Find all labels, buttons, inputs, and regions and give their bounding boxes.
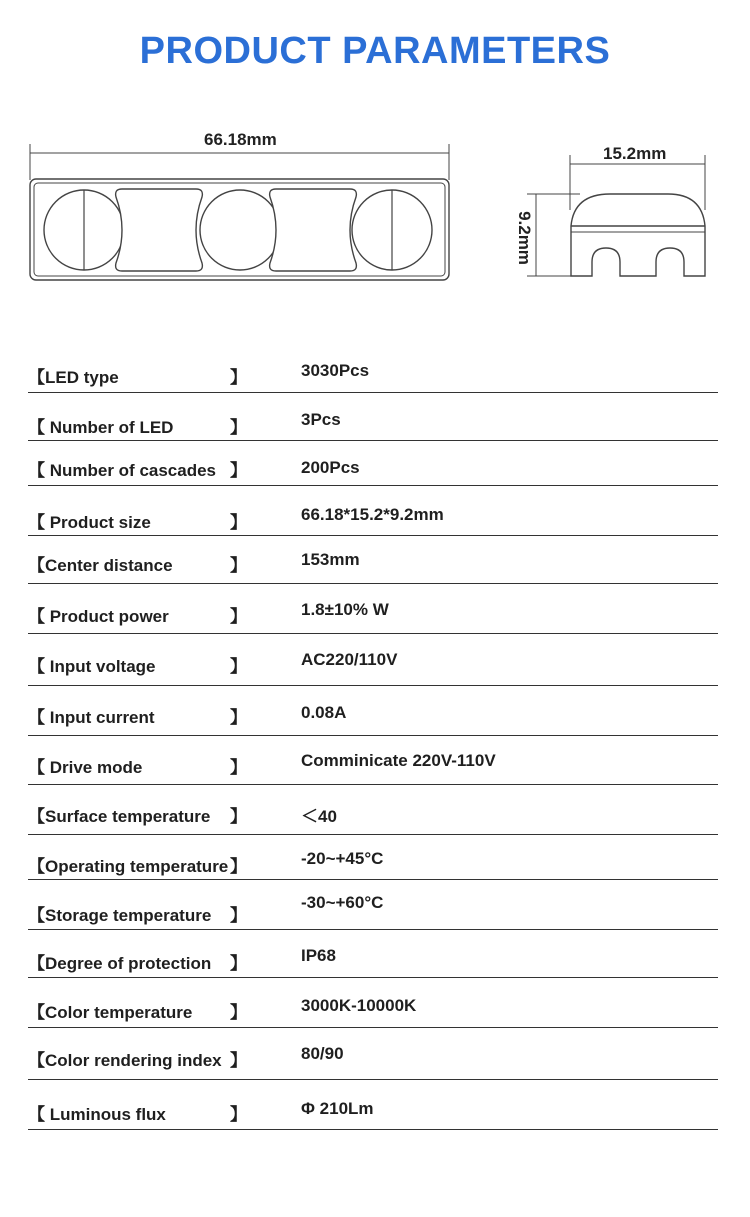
- param-label: 【 Number of LED: [28, 418, 174, 437]
- row-divider: [28, 929, 718, 930]
- param-bracket: 】: [230, 556, 247, 575]
- param-value: 66.18*15.2*9.2mm: [301, 505, 444, 524]
- length-dimension-label: 66.18mm: [204, 130, 277, 149]
- row-divider: [28, 440, 718, 441]
- connector-right: [270, 189, 357, 271]
- param-bracket: 】: [230, 1003, 247, 1022]
- param-bracket: 】: [230, 461, 247, 480]
- param-value: ＜40: [301, 807, 337, 826]
- param-value: Φ 210Lm: [301, 1099, 374, 1118]
- param-bracket: 】: [230, 857, 247, 876]
- lens-center: [200, 190, 280, 270]
- row-divider: [28, 485, 718, 486]
- param-value: -30~+60°C: [301, 893, 384, 912]
- param-bracket: 】: [230, 758, 247, 777]
- param-label: 【 Input current: [28, 708, 155, 727]
- row-divider: [28, 392, 718, 393]
- param-bracket: 】: [230, 657, 247, 676]
- row-divider: [28, 977, 718, 978]
- row-divider: [28, 735, 718, 736]
- row-divider: [28, 535, 718, 536]
- param-label: 【Color temperature: [28, 1003, 193, 1022]
- param-label: 【LED type: [28, 368, 119, 387]
- param-value: 3Pcs: [301, 410, 341, 429]
- row-divider: [28, 685, 718, 686]
- param-value: 1.8±10% W: [301, 600, 389, 619]
- param-value: IP68: [301, 946, 336, 965]
- param-label: 【 Product size: [28, 513, 151, 532]
- param-bracket: 】: [230, 1051, 247, 1070]
- param-label: 【 Input voltage: [28, 657, 156, 676]
- param-value: 0.08A: [301, 703, 347, 722]
- page-title: PRODUCT PARAMETERS: [139, 30, 611, 72]
- param-label: 【Storage temperature: [28, 906, 212, 925]
- param-label: 【Degree of protection: [28, 954, 212, 973]
- module-side-view: [571, 194, 705, 276]
- row-divider: [28, 784, 718, 785]
- param-label: 【Color rendering index: [28, 1051, 222, 1070]
- param-bracket: 】: [230, 954, 247, 973]
- row-divider: [28, 583, 718, 584]
- param-bracket: 】: [230, 513, 247, 532]
- param-label: 【Surface temperature: [28, 807, 211, 826]
- connector-left: [116, 189, 203, 271]
- param-value: 200Pcs: [301, 458, 360, 477]
- param-label: 【 Product power: [28, 607, 169, 626]
- row-divider: [28, 834, 718, 835]
- row-divider: [28, 879, 718, 880]
- product-dimension-diagram: [0, 0, 750, 320]
- param-bracket: 】: [230, 807, 247, 826]
- width-dimension-label: 15.2mm: [603, 144, 667, 163]
- module-top-view: [30, 179, 449, 280]
- param-value: -20~+45°C: [301, 849, 384, 868]
- row-divider: [28, 633, 718, 634]
- param-label: 【 Drive mode: [28, 758, 143, 777]
- param-value: 153mm: [301, 550, 360, 569]
- param-value: 3030Pcs: [301, 361, 370, 380]
- param-value: Comminicate 220V-110V: [301, 751, 496, 770]
- param-bracket: 】: [230, 708, 247, 727]
- param-value: AC220/110V: [301, 650, 398, 669]
- param-label: 【Operating temperature: [28, 857, 229, 876]
- param-bracket: 】: [230, 368, 247, 387]
- param-bracket: 】: [230, 1105, 247, 1124]
- row-divider: [28, 1027, 718, 1028]
- param-label: 【Center distance: [28, 556, 173, 575]
- param-bracket: 】: [230, 418, 247, 437]
- row-divider: [28, 1129, 718, 1130]
- param-value: 80/90: [301, 1044, 344, 1063]
- height-dimension-label: 9.2mm: [515, 211, 534, 265]
- param-label: 【 Luminous flux: [28, 1105, 166, 1124]
- param-label: 【 Number of cascades: [28, 461, 217, 480]
- row-divider: [28, 1079, 718, 1080]
- param-bracket: 】: [230, 906, 247, 925]
- param-bracket: 】: [230, 607, 247, 626]
- param-value: 3000K-10000K: [301, 996, 417, 1015]
